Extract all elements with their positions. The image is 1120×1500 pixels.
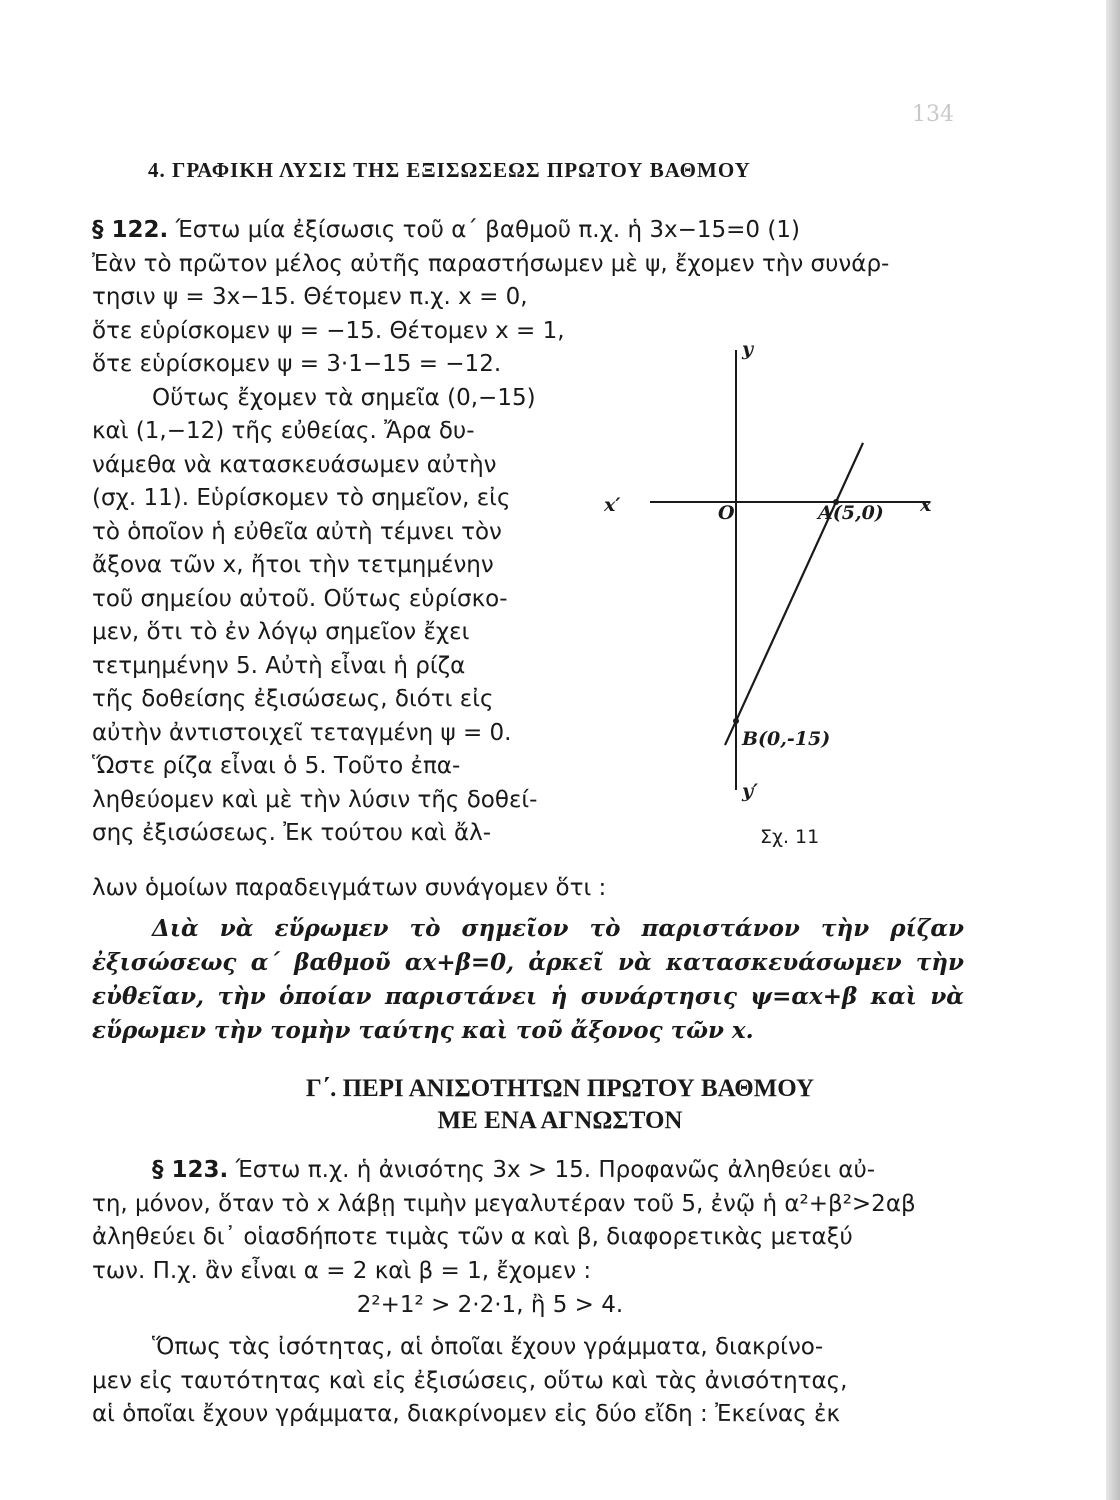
- text-line: μεν, ὅτι τὸ ἐν λόγῳ σημεῖον ἔχει: [92, 619, 470, 645]
- inequality-example: 2²+1² > 2·2·1, ἢ 5 > 4.: [356, 1292, 624, 1318]
- text-line: αἱ ὁποῖαι ἔχουν γράμματα, διακρίνομεν εἰς δύο εἴδη : Ἐκείνας ἐκ: [92, 1401, 841, 1427]
- text-line: [92, 1154, 962, 1188]
- text-line: των. Π.χ. ἂν εἶναι α = 2 καὶ β = 1, ἔχομεν :: [92, 1257, 592, 1284]
- text-line: [92, 214, 962, 248]
- text-line: Ὥστε ρίζα εἶναι ὁ 5. Τοῦτο ἐπα-: [92, 753, 461, 779]
- text-line: Ὅπως τὰς ἰσότητας, αἱ ὁποῖαι ἔχουν γράμματα, διακρίνο-: [152, 1334, 824, 1360]
- x-prime-axis-label: x′: [604, 494, 621, 516]
- graph-svg: [590, 330, 970, 850]
- text-line: τῆς δοθείσης ἐξισώσεως, διότι εἰς: [92, 686, 494, 712]
- y-prime-axis-label: y′: [742, 780, 759, 802]
- conclusion-rule: Διὰ νὰ εὕρωμεν τὸ σημεῖον τὸ παριστάνον τὴν ρίζαν ἐξισώσεως α΄ βαθμοῦ αx+β=0, ἀρκεῖ νὰ κατασκευάσωμεν τὴν εὐθεῖαν, τὴν ὁποίαν παριστάνει ἡ συνάρτησις ψ=αx+β καὶ νὰ εὕρωμεν τὴν τομὴν ταύτης καὶ τοῦ ἄξονος τῶν x.: [92, 915, 964, 1044]
- text-line: τη, μόνον, ὅταν τὸ x λάβῃ τιμὴν μεγαλυτέραν τοῦ 5, ἐνῷ ἡ α²+β²>2αβ: [92, 1190, 916, 1217]
- text-line: ὅτε εὑρίσκομεν ψ = −15. Θέτομεν x = 1,: [92, 317, 565, 344]
- text-line: λων ὁμοίων παραδειγμάτων συνάγομεν ὅτι :: [92, 875, 607, 901]
- text-line: τησιν ψ = 3x−15. Θέτομεν π.χ. x = 0,: [92, 284, 528, 310]
- paragraph-122-narrow: [92, 281, 582, 851]
- paragraph-122-full: [92, 214, 962, 281]
- text-line: ληθεύομεν καὶ μὲ τὴν λύσιν τῆς δοθεί-: [92, 786, 538, 813]
- text-line: (σχ. 11). Εὑρίσκομεν τὸ σημεῖον, εἰς: [92, 485, 511, 511]
- text-line: αὐτὴν ἀντιστοιχεῖ τεταγμένη ψ = 0.: [92, 719, 512, 746]
- text-line: τὸ ὁποῖον ἡ εὐθεῖα αὐτὴ τέμνει τὸν: [92, 518, 502, 545]
- text-line-content: Έστω μία ἐξίσωσις τοῦ α΄ βαθμοῦ π.χ. ἡ 3x−15=0 (1): [175, 217, 800, 243]
- point-a-label: A(5,0): [818, 502, 884, 524]
- text-line: μεν εἰς ταυτότητας καὶ εἰς ἐξισώσεις, οὕτω καὶ τὰς ἀνισότητας,: [92, 1367, 848, 1394]
- paragraph-123: [92, 1154, 962, 1288]
- paragraph-number: § 123.: [152, 1157, 229, 1183]
- text-line: νάμεθα νὰ κατασκευάσωμεν αὐτὴν: [92, 451, 497, 478]
- figure-11: [590, 330, 970, 850]
- text-line: καὶ (1,−12) τῆς εὐθείας. Ἄρα δυ-: [92, 418, 475, 444]
- point-b-label: B(0,-15): [742, 728, 831, 750]
- subsection-title-line2: ΜΕ ΕΝΑ ΑΓΝΩΣΤΟΝ: [437, 1107, 683, 1134]
- figure-caption: Σχ. 11: [760, 826, 820, 848]
- text-line: ἀληθεύει δι᾿ οἱασδήποτε τιμὰς τῶν α καὶ β, διαφορετικὰς μεταξύ: [92, 1224, 853, 1250]
- page-number: 134: [912, 102, 954, 127]
- text-line: ἄξονα τῶν x, ἤτοι τὴν τετμημένην: [92, 552, 494, 578]
- page-edge-shadow: [1106, 0, 1120, 1500]
- paragraph-122-last-line: [92, 872, 962, 906]
- paragraph-number: § 122.: [92, 217, 169, 243]
- text-line: σης ἐξισώσεως. Ἐκ τούτου καὶ ἄλ-: [92, 820, 492, 846]
- x-axis-label: x: [920, 494, 932, 516]
- function-line: [725, 443, 863, 745]
- y-axis-label: y: [742, 338, 754, 360]
- text-line-content: Έστω π.χ. ἡ ἀνισότης 3x > 15. Προφανῶς ἀληθεύει αὐ-: [235, 1157, 876, 1183]
- section-title: 4. ΓΡΑΦΙΚΗ ΛΥΣΙΣ ΤΗΣ ΕΞΙΣΩΣΕΩΣ ΠΡΩΤΟΥ ΒΑΘΜΟΥ: [148, 158, 751, 182]
- origin-label: O: [718, 502, 735, 524]
- paragraph-123-continued: [92, 1331, 962, 1432]
- point-b-marker: [733, 718, 739, 724]
- text-line: τετμημένην 5. Αὐτὴ εἶναι ἡ ρίζα: [92, 652, 466, 679]
- text-line: Οὕτως ἔχομεν τὰ σημεῖα (0,−15): [152, 384, 536, 411]
- text-line: Ἐὰν τὸ πρῶτον μέλος αὐτῆς παραστήσωμεν μὲ ψ, ἔχομεν τὴν συνάρ-: [92, 250, 890, 277]
- text-line: τοῦ σημείου αὐτοῦ. Οὕτως εὑρίσκο-: [92, 585, 508, 612]
- subsection-title-line1: Γ΄. ΠΕΡΙ ΑΝΙΣΟΤΗΤΩΝ ΠΡΩΤΟΥ ΒΑΘΜΟΥ: [305, 1075, 815, 1102]
- text-line: ὅτε εὑρίσκομεν ψ = 3·1−15 = −12.: [92, 351, 502, 377]
